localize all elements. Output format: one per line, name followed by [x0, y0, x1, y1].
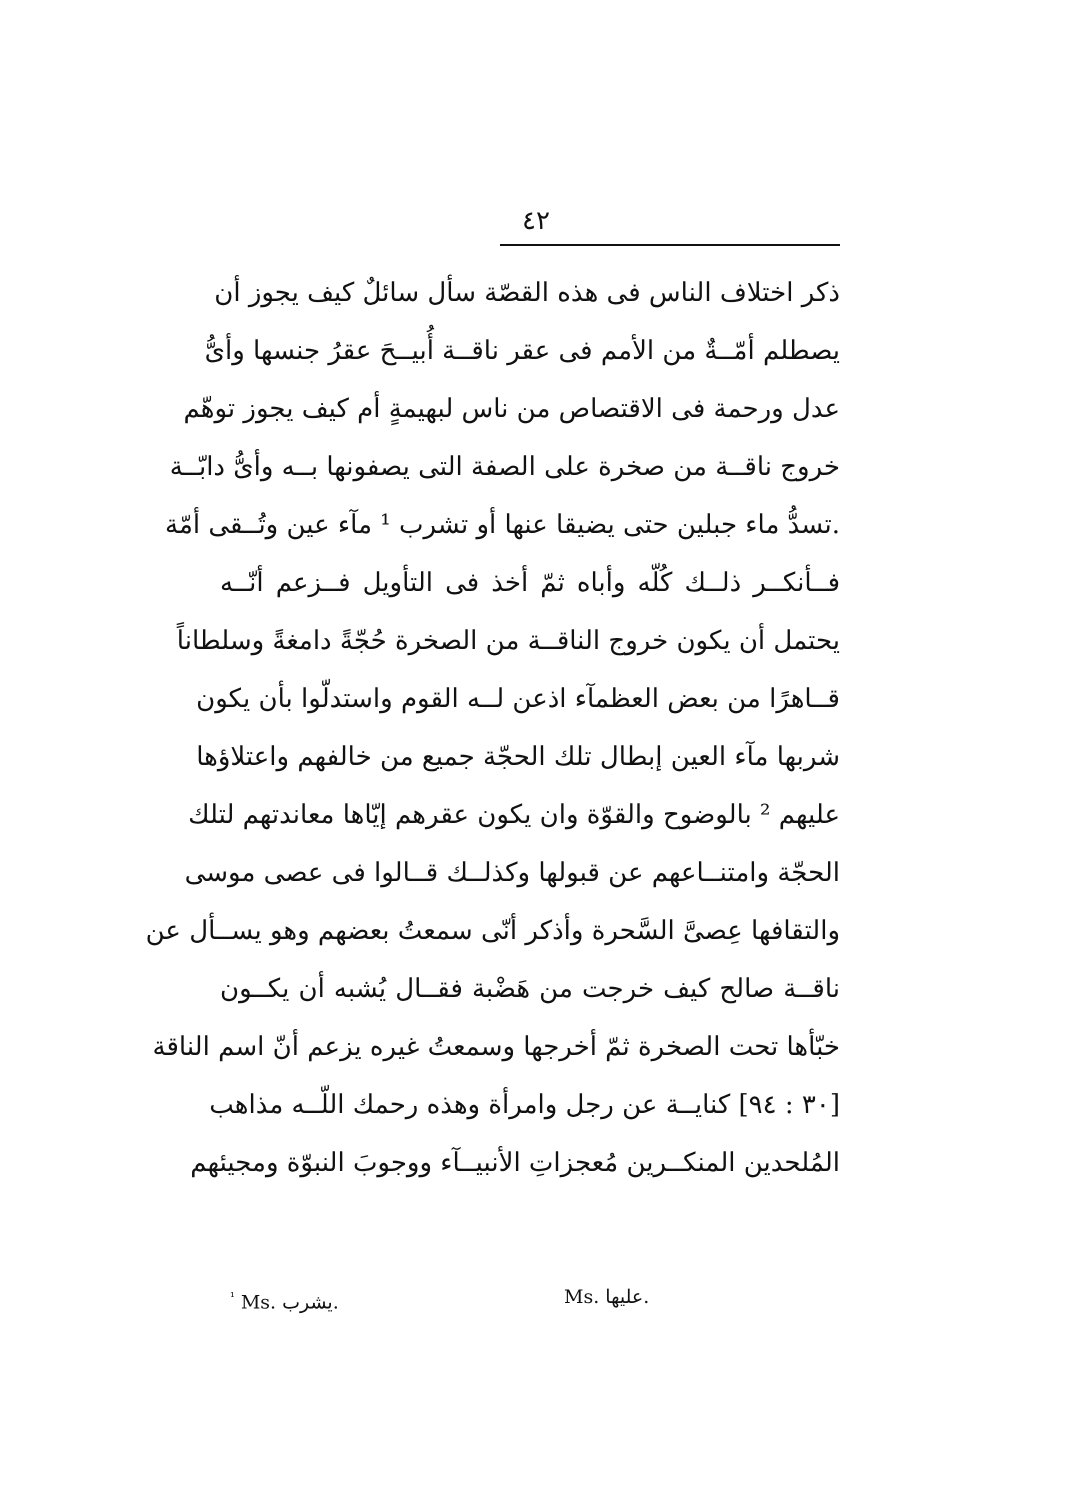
text-line-9: شربها مآء العين إبطال تلك الحجّة جميع من خالفهم واعتلاؤها [196, 742, 840, 772]
text-line-13: ناقــة صالح كيف خرجت من هَضْبة فقــال يُشبه أن يكــون [220, 974, 840, 1004]
text-line-1: ذكر اختلاف الناس فى هذه القصّة سأل سائلٌ كيف يجوز أن [214, 278, 840, 308]
text-line-3: عدل ورحمة فى الاقتصاص من ناس لبهيمةٍ أم كيف يجوز توهّم [183, 394, 840, 424]
text-line-16: المُلحدين المنكــرين مُعجزاتِ الأنبيــآء ووجوبَ النبوّة ومجيئهم [190, 1148, 840, 1178]
footnote-2 [564, 1282, 649, 1312]
text-line-12: والتقافها عِصىَّ السَّحرة وأذكر أنّى سمعتُ بعضهم وهو يســأل عن [145, 916, 840, 946]
text-line-2: يصطلم أمّــةٌ من الأمم فى عقر ناقــة أُبيــحَ عقرُ جنسها وأىُّ [204, 336, 840, 366]
text-line-8: قــاهرًا من بعض العظمآء اذعن لــه القوم واستدلّوا بأن يكون [196, 684, 840, 714]
text-line-7: يحتمل أن يكون خروج الناقــة من الصخرة حُجّةً دامغةً وسلطاناً [176, 626, 840, 656]
page-number: ٤٢ [522, 206, 550, 236]
text-line-5: .تسدُّ ماء جبلين حتى يضيقا عنها أو تشرب ¹ مآء عين وتُــقى أمّة [165, 510, 840, 540]
footnote-2-text: Ms. عليها. [564, 1286, 650, 1308]
footnote-1-mark: ¹ [230, 1290, 235, 1304]
footnotes [230, 1282, 670, 1312]
text-line-15: [٣٠ : ٩٤] كنايــة عن رجل وامرأة وهذه رحمك اللّــه مذاهب [209, 1090, 840, 1120]
text-line-14: خبّأها تحت الصخرة ثمّ أخرجها وسمعتُ غيره يزعم أنّ اسم الناقة [152, 1032, 840, 1062]
text-line-10: عليهم ² بالوضوح والقوّة وان يكون عقرهم إيّاها معاندتهم لتلك [188, 800, 840, 830]
body-text [145, 264, 840, 1192]
text-line-6: فــأنكــر ذلــك كُلّه وأباه ثمّ أخذ فى التأويل فــزعم أنّــه [220, 568, 840, 598]
text-line-11: الحجّة وامتنــاعهم عن قبولها وكذلــك قــالوا فى عصى موسى [184, 858, 840, 888]
footnote-1 [230, 1282, 339, 1317]
footnote-1-text: Ms. يشرب. [240, 1291, 339, 1314]
text-line-4: خروج ناقــة من صخرة على الصفة التى يصفونها بــه وأىُّ دابّــة [169, 452, 840, 482]
header-rule [500, 244, 840, 246]
